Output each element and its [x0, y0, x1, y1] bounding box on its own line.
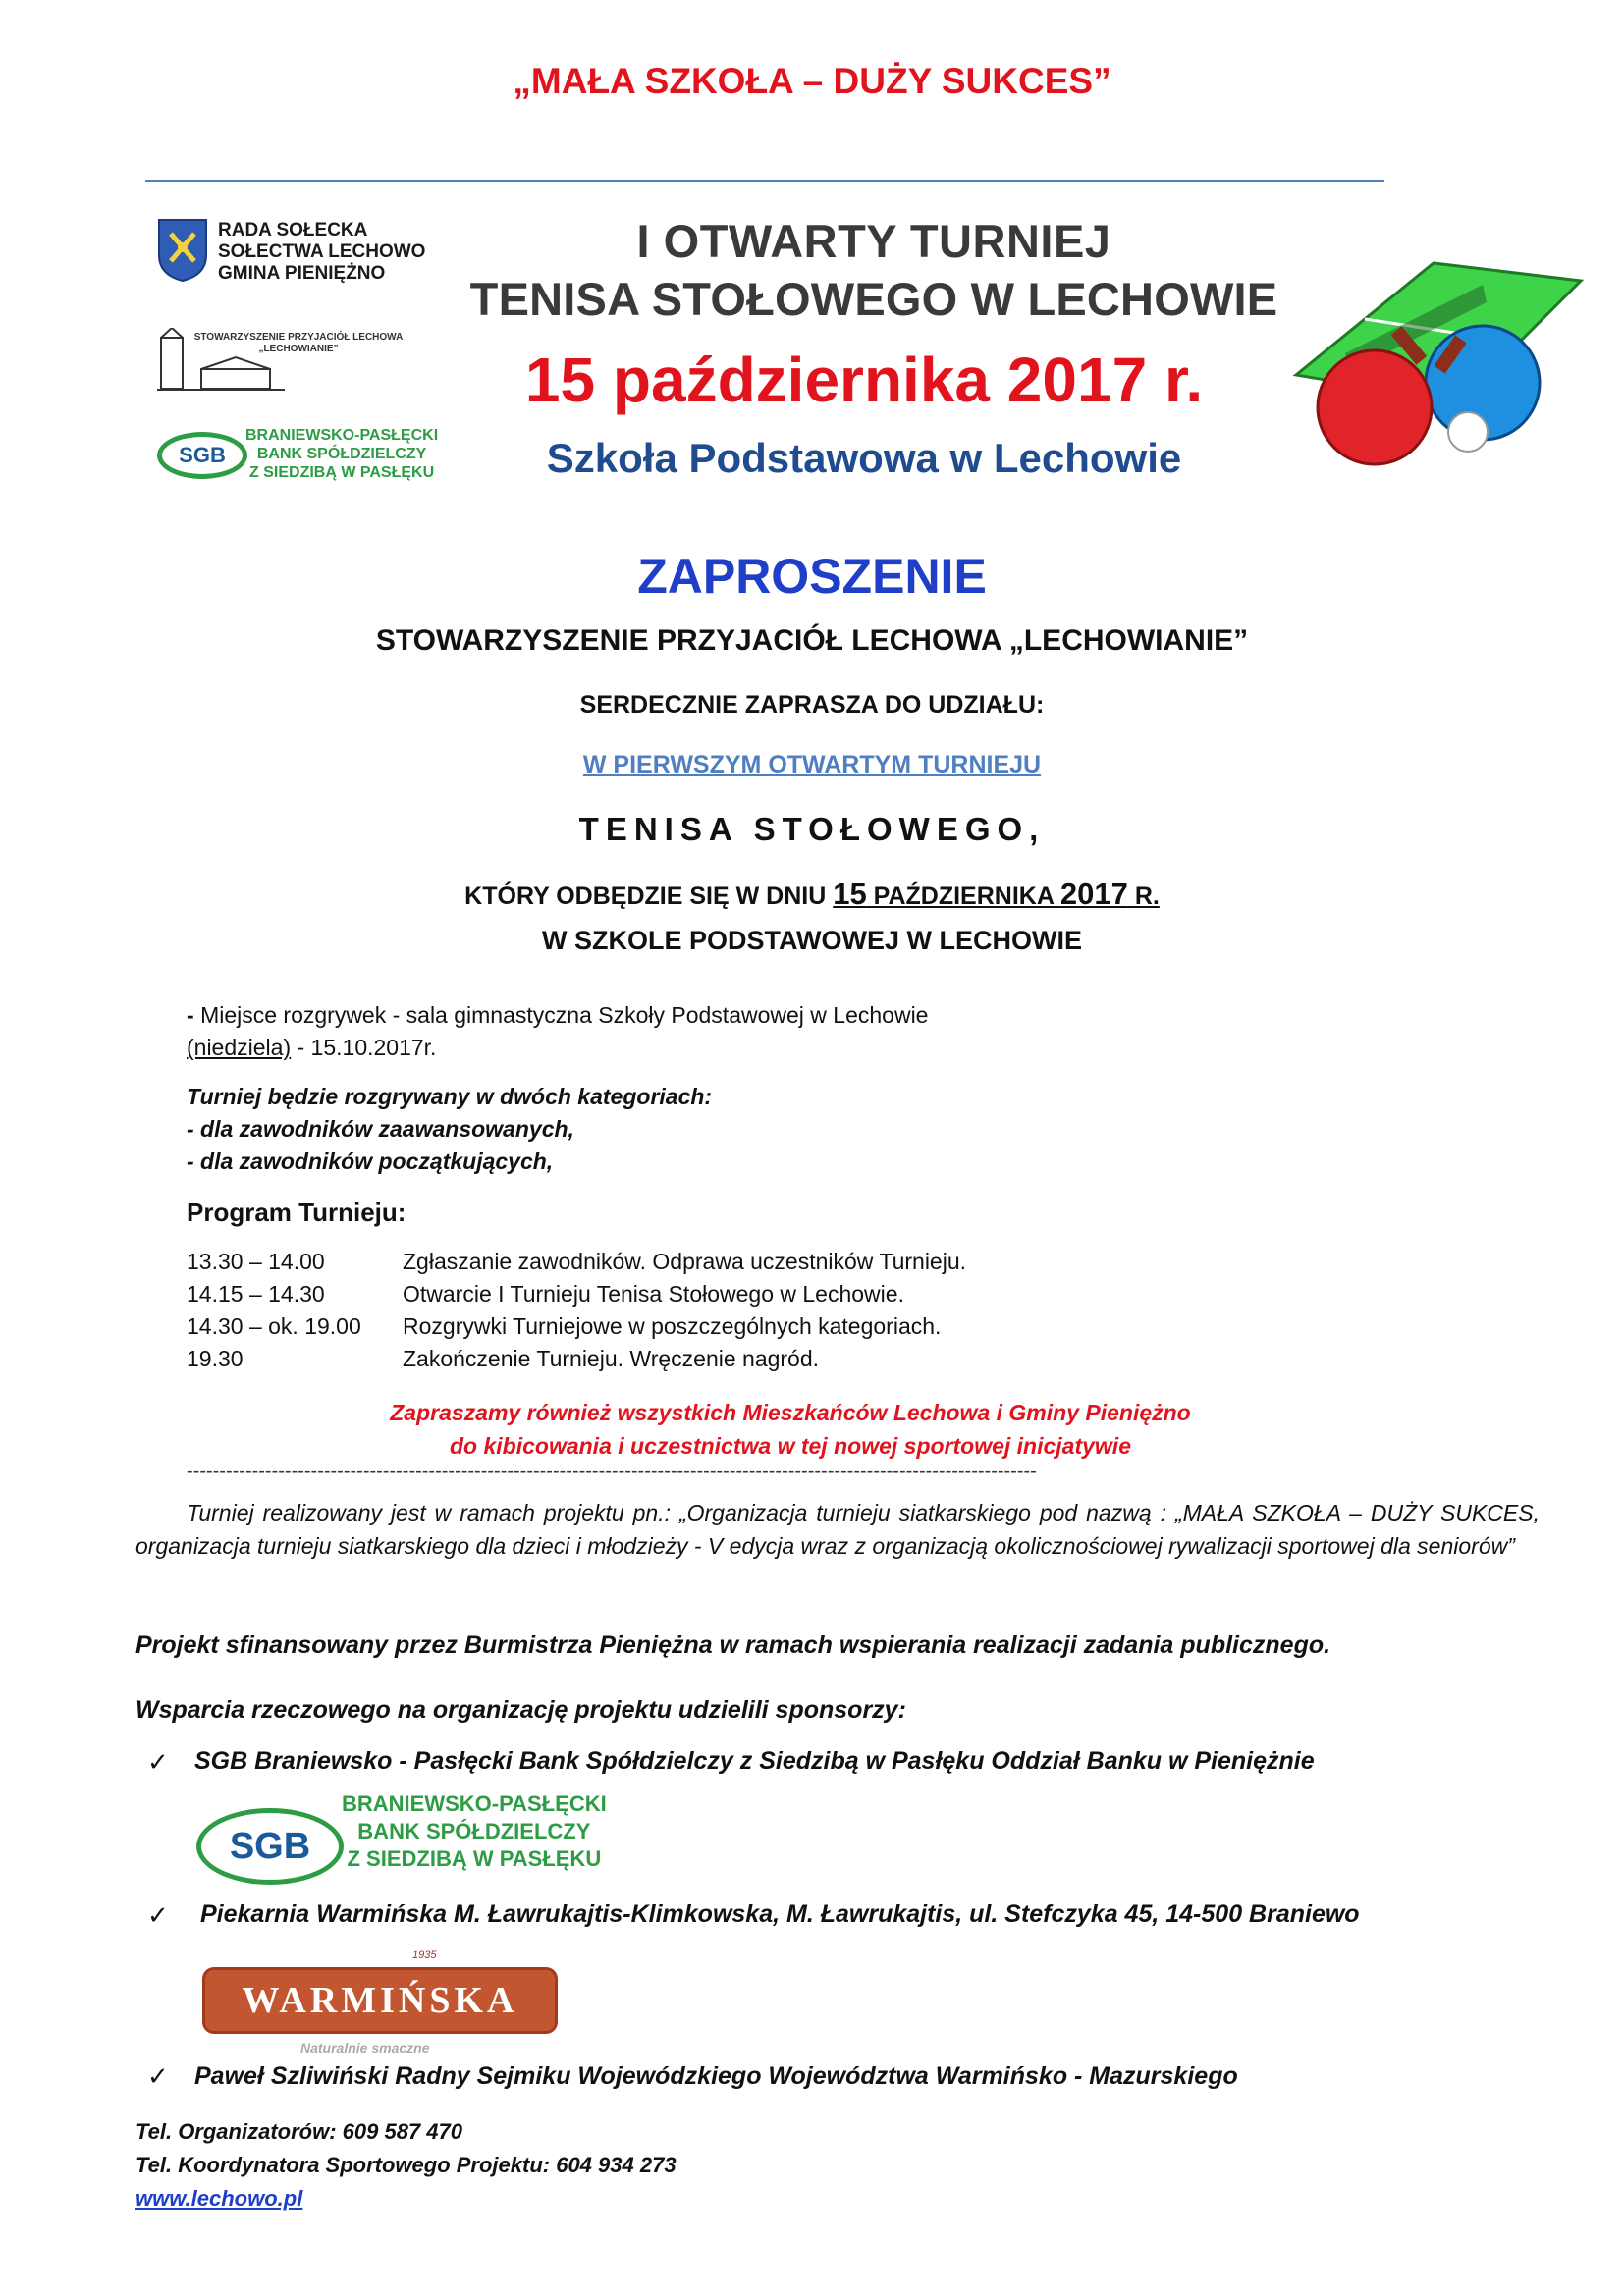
banner-line-2: TENISA STOŁOWEGO W LECHOWIE	[469, 273, 1278, 325]
organizer-line: STOWARZYSZENIE PRZYJACIÓŁ LECHOWA „LECHOWIANIE”	[375, 624, 1249, 657]
schedule-row: 14.15 – 14.30 Otwarcie I Turnieju Tenisa Stołowego w Lechowie.	[187, 1281, 904, 1307]
warminska-slogan: Naturalnie smaczne	[300, 2040, 430, 2056]
checkmark-icon: ✓	[147, 1747, 169, 1777]
schedule-row: 14.30 – ok. 19.00 Rozgrywki Turniejowe w poszczególnych kategoriach.	[187, 1313, 942, 1339]
venue-line: W SZKOLE PODSTAWOWEJ W LECHOWIE	[542, 926, 1082, 955]
sgb-logo-text: BRANIEWSKO-PASŁĘCKI BANK SPÓŁDZIELCZY Z SIEDZIBĄ W PASŁĘKU	[245, 427, 439, 481]
document-title: „MAŁA SZKOŁA – DUŻY SUKCES”	[513, 61, 1111, 101]
divider	[145, 180, 1384, 182]
first-tournament-line: W PIERWSZYM OTWARTYM TURNIEJU	[582, 751, 1042, 778]
banner-line-1: I OTWARTY TURNIEJ	[636, 215, 1111, 267]
categories-block: Turniej będzie rozgrywany w dwóch kategoriach: - dla zawodników zaawansowanych, - dla zawodników początkujących,	[187, 1084, 713, 1174]
schedule-row: 19.30 Zakończenie Turnieju. Wręczenie nagród.	[187, 1346, 820, 1371]
warminska-logo: WARMIŃSKA	[202, 1967, 558, 2034]
banner-place: Szkoła Podstawowa w Lechowie	[546, 435, 1182, 481]
coordinator-phone: Tel. Koordynatora Sportowego Projektu: 604 934 273	[135, 2153, 677, 2177]
project-description: Turniej realizowany jest w ramach projektu pn.: „Organizacja turnieju siatkarskiego pod nazwą : „MAŁA SZKOŁA – DUŻY SUKCES, organizacja turnieju siatkarskiego dla dzieci i młodzieży - V edycja wraz z organizacją okolicznościowej rywalizacji sportowej dla seniorów”	[135, 1500, 1540, 1559]
sponsor-item: Paweł Szliwiński Radny Sejmiku Wojewódzkiego Województwa Warmińsko - Mazurskiego	[194, 2062, 1238, 2090]
invitation-title: ZAPROSZENIE	[637, 549, 987, 604]
banner-date: 15 października 2017 r.	[524, 345, 1204, 415]
coat-of-arms-icon	[157, 218, 208, 283]
invite-all-note: Zapraszamy również wszystkich Mieszkańców Lechowa i Gminy Pieniężno do kibicowania i uczestnictwa w tej nowej sportowej inicjatywie	[390, 1400, 1191, 1459]
checkmark-icon: ✓	[147, 2061, 169, 2091]
schedule-row: 13.30 – 14.00 Zgłaszanie zawodników. Odprawa uczestników Turnieju.	[187, 1249, 967, 1274]
sgb-sponsor-text: BRANIEWSKO-PASŁĘCKI BANK SPÓŁDZIELCZY Z SIEDZIBĄ W PASŁĘKU	[342, 1791, 607, 1871]
stowarzyszenie-logo: STOWARZYSZENIE PRZYJACIÓŁ LECHOWA „LECHOWIANIE”	[157, 328, 412, 393]
sport-line: TENISA STOŁOWEGO,	[578, 811, 1046, 847]
financing-note: Projekt sfinansowany przez Burmistrza Pieniężna w ramach wspierania realizacji zadania publicznego.	[135, 1631, 1331, 1659]
warminska-year: 1935	[412, 1949, 437, 1961]
checkmark-icon: ✓	[147, 1900, 169, 1930]
sponsors-intro: Wsparcia rzeczowego na organizację projektu udzielili sponsorzy:	[135, 1696, 906, 1724]
contact-block	[135, 2115, 677, 2216]
organizer-phone: Tel. Organizatorów: 609 587 470	[135, 2119, 462, 2144]
venue-detail: - Miejsce rozgrywek - sala gimnastyczna Szkoły Podstawowej w Lechowie (niedziela) - 15.10.2017r.	[187, 1002, 929, 1060]
program-title: Program Turnieju:	[187, 1198, 406, 1227]
sgb-sponsor-badge: SGB	[196, 1808, 344, 1885]
sponsor-item: SGB Braniewsko - Pasłęcki Bank Spółdzielczy z Siedzibą w Pasłęku Oddział Banku w Pieniężnie	[194, 1747, 1315, 1775]
table-tennis-illustration	[1286, 245, 1600, 471]
date-line: KTÓRY ODBĘDZIE SIĘ W DNIU 15 PAŹDZIERNIKA 2017 R.	[464, 877, 1160, 911]
rada-logo-text: RADA SOŁECKA SOŁECTWA LECHOWO GMINA PIENIĘŻNO	[218, 220, 426, 284]
sponsor-item: Piekarnia Warmińska M. Ławrukajtis-Klimkowska, M. Ławrukajtis, ul. Stefczyka 45, 14-500 Braniewo	[200, 1900, 1360, 1928]
website-link[interactable]: www.lechowo.pl	[135, 2186, 303, 2211]
sgb-logo-badge: SGB	[157, 432, 247, 479]
invites-line: SERDECZNIE ZAPRASZA DO UDZIAŁU:	[579, 691, 1045, 719]
separator-line: ----------------------------------------------------------------------------------------------------------------------------------	[187, 1461, 1037, 1482]
